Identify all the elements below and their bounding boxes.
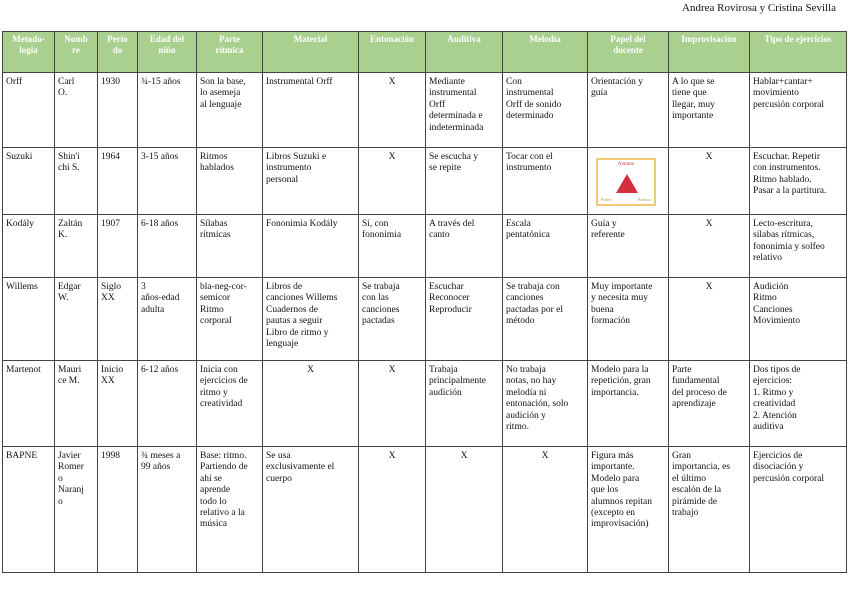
column-header: Material [263, 32, 359, 73]
table-cell: Hablar+cantar+ movimiento percusión corporal [750, 73, 847, 148]
table-cell: BAPNE [3, 447, 55, 573]
table-cell: 1930 [98, 73, 138, 148]
table-row [3, 73, 847, 148]
table-cell: X [359, 361, 426, 447]
diagram-right-label: Profesor [637, 197, 651, 202]
table-cell: X [669, 278, 750, 361]
table-cell: Escuchar Reconocer Reproducir [426, 278, 503, 361]
table-row [3, 278, 847, 361]
table-cell: Orff [3, 73, 55, 148]
table-cell: Carl O. [55, 73, 98, 148]
column-header: Tipo de ejercicios [750, 32, 847, 73]
table-cell: Escala pentatónica [503, 215, 588, 278]
column-header: Improvisación [669, 32, 750, 73]
table-cell: Dos tipos de ejercicios: 1. Ritmo y creatividad 2. Atención auditiva [750, 361, 847, 447]
table-cell: Fononimia Kodály [263, 215, 359, 278]
table-cell: Kodály [3, 215, 55, 278]
column-header: Nomb re [55, 32, 98, 73]
table-cell: Willems [3, 278, 55, 361]
table-cell: Escuchar. Repetir con instrumentos. Ritmo hablado. Pasar a la partitura. [750, 148, 847, 215]
table-cell: Instrumental Orff [263, 73, 359, 148]
table-cell: 3 años-edad adulta [138, 278, 197, 361]
table-cell: Base: ritmo. Partiendo de ahí se aprende todo lo relativo a la música [197, 447, 263, 573]
table-cell: Shin'i chi S. [55, 148, 98, 215]
table-cell: Con instrumental Orff de sonido determinado [503, 73, 588, 148]
table-cell [588, 148, 669, 215]
table-cell: Parte fundamental del proceso de aprendizaje [669, 361, 750, 447]
methodology-table [2, 31, 847, 573]
table-cell: Lecto-escritura, sílabas rítmicas, fononimia y solfeo relativo [750, 215, 847, 278]
column-header: Entonación [359, 32, 426, 73]
table-cell: Gran importancia, es el último escalón de la pirámide de trabajo [669, 447, 750, 573]
table-cell: Sílabas rítmicas [197, 215, 263, 278]
table-cell: Mauri ce M. [55, 361, 98, 447]
table-cell: Sí, con fononimia [359, 215, 426, 278]
table-cell: Javier Romer o Naranj o [55, 447, 98, 573]
table-cell: bla-neg-cor- semicor Ritmo corporal [197, 278, 263, 361]
table-cell: No trabaja notas, no hay melodía ni entonación, solo audición y ritmo. [503, 361, 588, 447]
table-cell: 6-12 años [138, 361, 197, 447]
column-header: Auditiva [426, 32, 503, 73]
table-cell: Se escucha y se repite [426, 148, 503, 215]
table-cell: X [426, 447, 503, 573]
table-cell: Ejercicios de disociación y percusión corporal [750, 447, 847, 573]
table-cell: X [669, 215, 750, 278]
table-cell: 1907 [98, 215, 138, 278]
table-cell: X [359, 73, 426, 148]
table-cell: Trabaja principalmente audición [426, 361, 503, 447]
triangle-icon [616, 174, 638, 193]
table-cell: Se trabaja con las canciones pactadas [359, 278, 426, 361]
table-row [3, 361, 847, 447]
table-cell: Se usa exclusivamente el cuerpo [263, 447, 359, 573]
table-cell: Inicio XX [98, 361, 138, 447]
table-cell: Tocar con el instrumento [503, 148, 588, 215]
table-cell: Muy importante y necesita muy buena formación [588, 278, 669, 361]
table-cell: X [503, 447, 588, 573]
column-header: Perío do [98, 32, 138, 73]
table-cell: Modelo para la repetición, gran importancia. [588, 361, 669, 447]
table-row [3, 215, 847, 278]
table-cell: 6-18 años [138, 215, 197, 278]
table-cell: Libros de canciones Willems Cuadernos de pautas a seguir Libro de ritmo y lenguaje [263, 278, 359, 361]
table-cell: ¾-15 años [138, 73, 197, 148]
table-header-row [3, 32, 847, 73]
table-cell: X [669, 148, 750, 215]
table-cell: Siglo XX [98, 278, 138, 361]
pyramid-diagram [596, 158, 656, 206]
table-cell: Audición Ritmo Canciones Movimiento [750, 278, 847, 361]
table-cell: 1964 [98, 148, 138, 215]
authors-header: Andrea Rovirosa y Cristina Sevilla [682, 2, 836, 14]
table-cell: Inicia con ejercicios de ritmo y creatividad [197, 361, 263, 447]
table-cell: Martenot [3, 361, 55, 447]
table-cell: Libros Suzuki e instrumento personal [263, 148, 359, 215]
table-cell: Se trabaja con canciones pactadas por el método [503, 278, 588, 361]
table-cell: 3-15 años [138, 148, 197, 215]
column-header: Edad del niño [138, 32, 197, 73]
table-cell: Ritmos hablados [197, 148, 263, 215]
table-row [3, 447, 847, 573]
table-cell: A través del canto [426, 215, 503, 278]
table-cell: ¾ meses a 99 años [138, 447, 197, 573]
table-cell: Edgar W. [55, 278, 98, 361]
table-cell: X [359, 447, 426, 573]
table-cell: Mediante instrumental Orff determinada e indeterminada [426, 73, 503, 148]
column-header: Metodo- logía [3, 32, 55, 73]
table-cell: A lo que se tiene que llegar, muy importante [669, 73, 750, 148]
table-cell: Zaltán K. [55, 215, 98, 278]
table-row [3, 148, 847, 215]
table-cell: Guía y referente [588, 215, 669, 278]
table-cell: Figura más importante. Modelo para que los alumnos repitan (excepto en improvisación) [588, 447, 669, 573]
table-cell: X [263, 361, 359, 447]
diagram-top-label: Alumno [617, 162, 635, 167]
table-cell: Son la base, lo asemeja al lenguaje [197, 73, 263, 148]
diagram-left-label: Padres [601, 197, 612, 202]
table-cell: Suzuki [3, 148, 55, 215]
table-cell: 1998 [98, 447, 138, 573]
column-header: Parte rítmica [197, 32, 263, 73]
table-cell: X [359, 148, 426, 215]
column-header: Papel del docente [588, 32, 669, 73]
column-header: Melodía [503, 32, 588, 73]
table-cell: Orientación y guía [588, 73, 669, 148]
